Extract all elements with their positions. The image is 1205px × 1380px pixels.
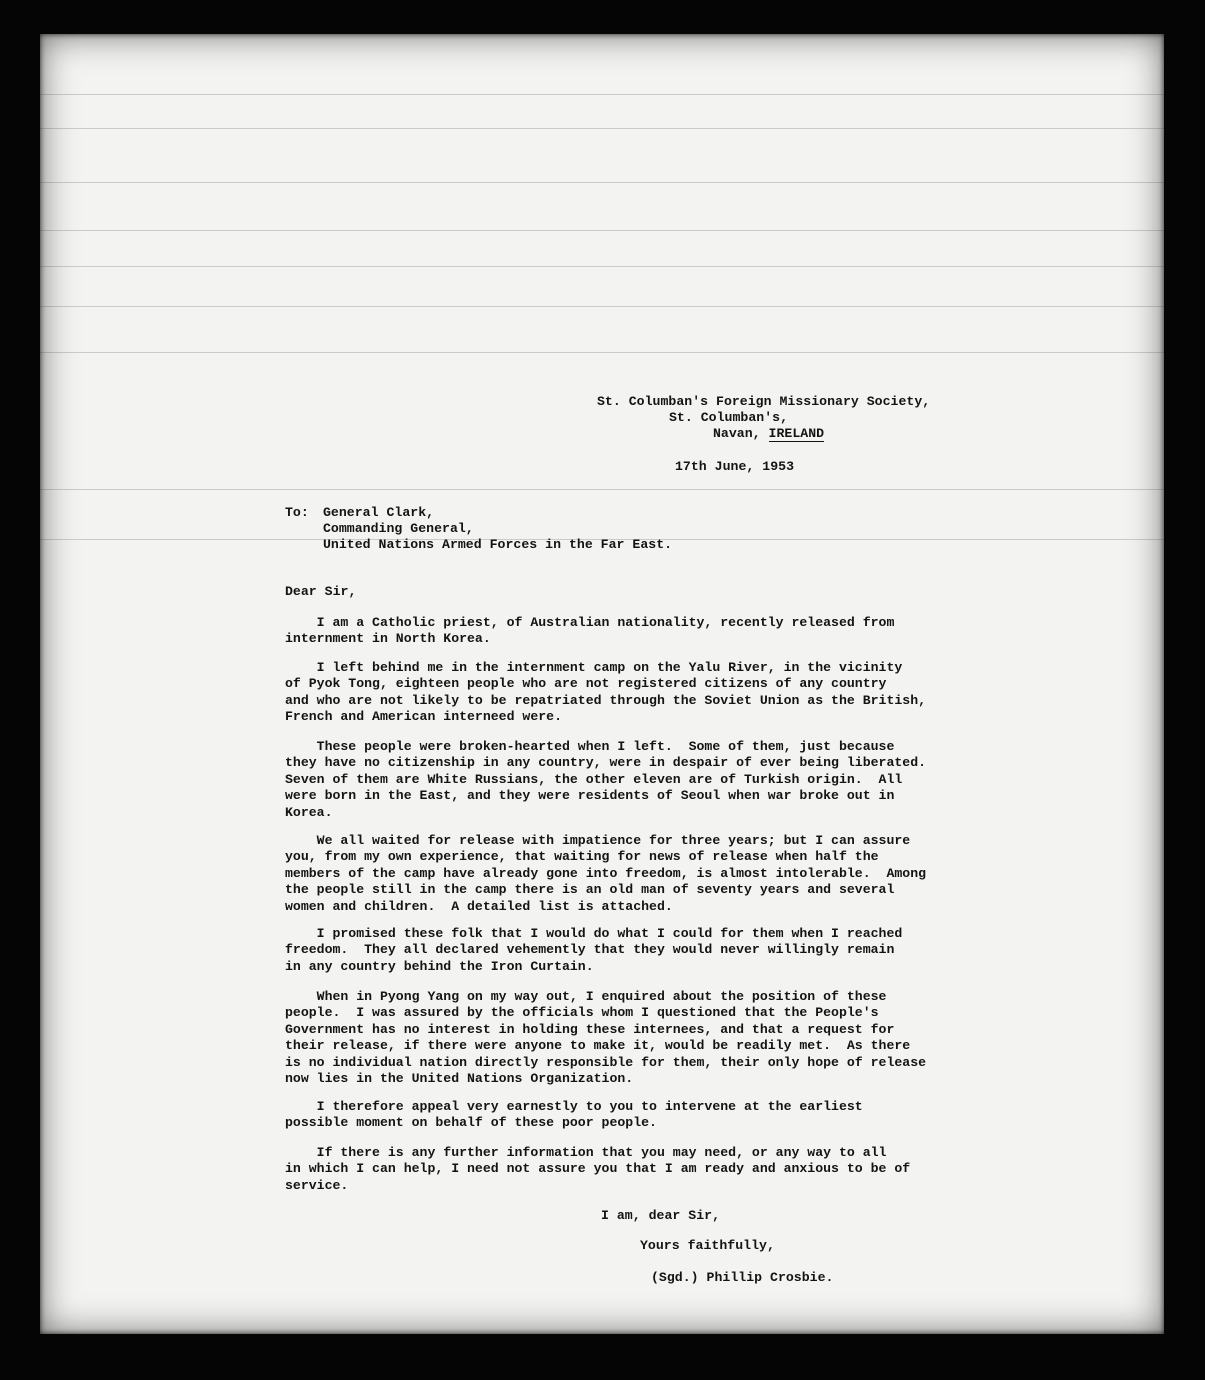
letter-date: 17th June, 1953 [675,459,795,474]
scan-line [40,182,1164,183]
paragraph-6: When in Pyong Yang on my way out, I enquired about the position of these people. I was assured by the officials whom I questioned that the People's Government has no interest in holding these internees, and that a request for their release, if there were anyone to make it, would be readily met. As there is no individual nation directly responsible for them, their only hope of release now lies in the United Nations Organization. [285,989,927,1087]
closing-line-2: Yours faithfully, [640,1238,775,1253]
letterhead-line-2: St. Columban's, [669,410,789,425]
scan-line [40,94,1164,95]
paragraph-5: I promised these folk that I would do what I could for them when I reached freedom. They all declared vehemently that they would never willingly remain in any country behind the Iron Curtain. [285,926,903,974]
closing-line-1: I am, dear Sir, [601,1208,721,1223]
letterhead-country: IRELAND [768,426,825,441]
scan-line [40,489,1164,490]
paragraph-3: These people were broken-hearted when I left. Some of them, just because they have no citizenship in any country, were in despair of ever being liberated. Seven of them are White Russians, the other eleven are of Turkish origin. All were born in the East, and they were residents of Seoul when war broke out in Korea. [285,739,927,820]
paragraph-1: I am a Catholic priest, of Australian nationality, recently released from internment in North Korea. [285,615,895,647]
paragraph-4: We all waited for release with impatience for three years; but I can assure you, from my own experience, that waiting for news of release when half the members of the camp have already gone into freedom, is almost intolerable. Among the people still in the camp there is an old man of seventy years and several women and children. A detailed list is attached. [285,833,927,914]
letterhead-line-3 [713,426,824,442]
scan-line [40,306,1164,307]
scan-line [40,352,1164,353]
paragraph-8: If there is any further information that you may need, or any way to all in which I can help, I need not assure you that I am ready and anxious to be of service. [285,1145,911,1193]
paragraph-2: I left behind me in the internment camp on the Yalu River, in the vicinity of Pyok Tong, eighteen people who are not registered citizens of any country and who are not likely to be repatriated through the Soviet Union as the British, French and American interneed were. [285,660,927,725]
recipient-line-3: United Nations Armed Forces in the Far East. [323,537,673,552]
paragraph-7: I therefore appeal very earnestly to you to intervene at the earliest possible moment on behalf of these poor people. [285,1099,863,1131]
letterhead-line-1: St. Columban's Foreign Missionary Society, [597,394,931,409]
recipient-line-1: General Clark, [323,505,435,520]
scan-line [40,230,1164,231]
salutation: Dear Sir, [285,584,357,599]
recipient-label: To: [285,505,309,520]
letterhead-town: Navan, [713,426,769,441]
recipient-line-2: Commanding General, [323,521,474,536]
scan-line [40,128,1164,129]
scan-line [40,266,1164,267]
signature: (Sgd.) Phillip Crosbie. [651,1270,834,1285]
